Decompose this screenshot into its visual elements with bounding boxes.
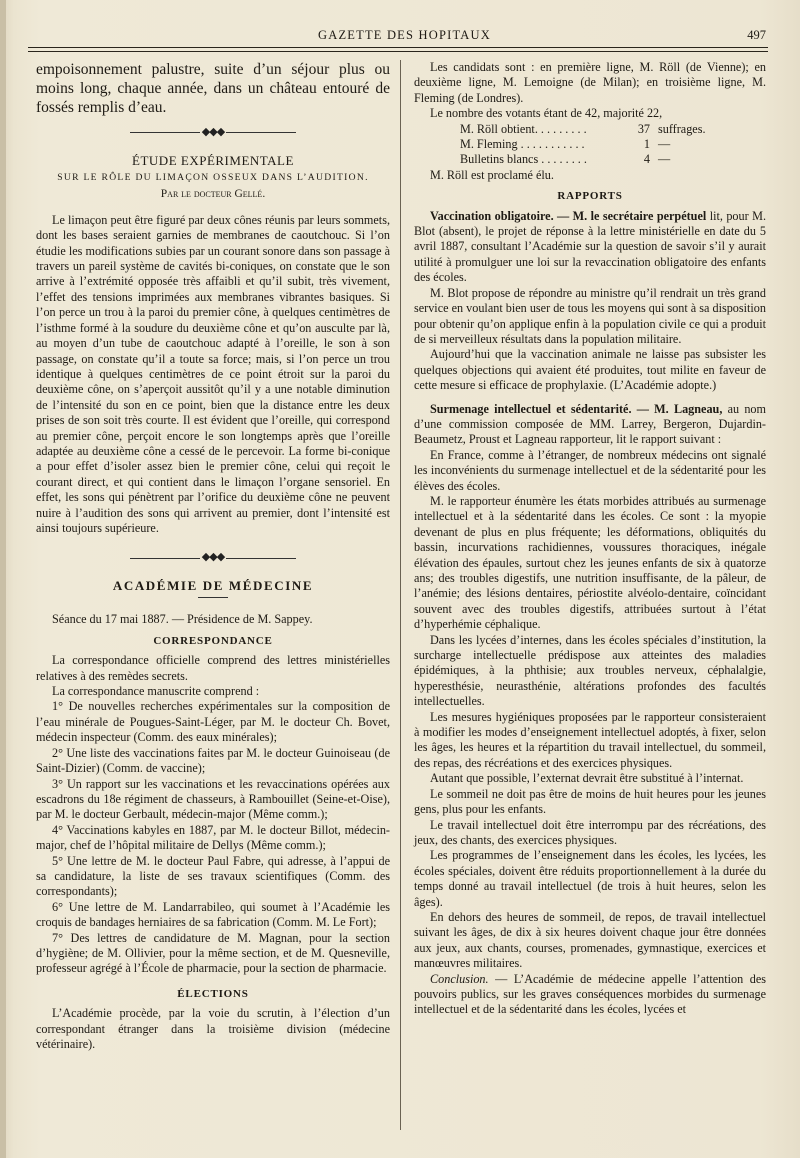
page-spine xyxy=(0,0,6,1158)
study-title: ÉTUDE EXPÉRIMENTALE xyxy=(132,152,294,168)
right-column xyxy=(414,60,766,1018)
surmenage-text: au nom d’une commission composée de MM. Larrey, Bergeron, Dujardin-Beaumetz, Proust et Lagneau rapporteur, lit le rapport suivant : xyxy=(414,401,767,447)
running-header xyxy=(0,28,800,48)
conclusion-label: Conclusion. xyxy=(430,971,489,986)
correspondance-item: 7° Des lettres de candidature de M. Magnan, pour la section d’hygiène; de M. Ollivier, pour la même section, et de M. Quesneville, professeur agrégé à l’École de pharmacie, pour la section de pharmacie. xyxy=(36,930,390,976)
correspondance-item: 1° De nouvelles recherches expérimentales sur la composition de l’eau minérale de Pougues-Saint-Léger, par M. le docteur Ch. Bovet, médecin inspecteur (Comm. des eaux minérales); xyxy=(36,699,390,745)
vaccination-heading: Vaccination obligatoire. — M. le secrétaire perpétuel xyxy=(430,208,707,223)
surmenage-paragraph xyxy=(414,402,766,448)
surmenage-paragraph: En dehors des heures de sommeil, de repos, de travail intellectuel suivant les âges, de dix à six heures doivent chaque jour être données aux jeux, aux chants, courses, promenades, gymnastique, exercices et manœuvres militaires. xyxy=(414,909,766,971)
vote-row xyxy=(414,137,766,152)
header-double-rule xyxy=(28,47,768,52)
vote-name: Bulletins blancs . . . . . . . . xyxy=(460,152,587,167)
vote-name: M. Röll obtient. . . . . . . . . xyxy=(460,121,587,136)
correspondance-item: 2° Une liste des vaccinations faites par M. le docteur Guinoiseau (de Saint-Dizier) (Comm. de vaccine); xyxy=(36,745,390,776)
journal-title: GAZETTE DES HOPITAUX xyxy=(318,28,491,42)
surmenage-paragraph: En France, comme à l’étranger, de nombreux médecins ont signalé les inconvénients du surmenage intellectuel et de la sédentarité pour les élèves des écoles. xyxy=(414,447,766,493)
surmenage-heading: Surmenage intellectuel et sédentarité. — M. Lagneau, xyxy=(430,401,723,416)
vote-suffix: suffrages. xyxy=(658,121,706,136)
correspondance-item: 4° Vaccinations kabyles en 1887, par M. le docteur Billot, médecin-major, chef de l’hôpital militaire de Dellys (Même comm.); xyxy=(36,822,390,853)
elected-line: M. Röll est proclamé élu. xyxy=(430,167,554,182)
study-paragraph: Le limaçon peut être figuré par deux cônes réunis par leurs sommets, dont les bases seraient garnies de membranes de caoutchouc. Si l’on étudie les modifications subies par un courant sonore dans son passage à travers un pareil système de cavités bi-coniques, on constate que le son arrive à l’extrémité opposée très affaibli et qu’il subit, très vivement, l’effet des tensions imprimées aux membranes vibrantes basiques. Si l’on perce un trou à la paroi du premier cône, à quelques centimètres de l’isthme formé à la soudure du deuxième cône et qu’on ausculte par là, au moyen d’un tube de caoutchouc adapté à l’oreille, le son à son passage, on constate qu’il a toute sa force; mais, si l’on perce un trou identique à quelques centimètres de ce point étroit sur la paroi du deuxième cône, on s’aperçoit aussitôt qu’il y a une notable diminution de l’intensité du son en ce point, bien que la distance entre les deux prises de son soit très courte. Il est évident que l’oreille, qui correspond au premier cône, perçoit encore le son longtemps après que l’oreille adaptée au deuxième cône a cessé de le percevoir. La forme bi-conique a pour effet d’isoler assez bien le premier cône, celui qui reçoit le courant direct, et qui contient dans le limaçon l’organe sensoriel. En effet, les sons qui pénètrent par l’orifice du deuxième cône ne peuvent nuire à l’audition des sons qui arrivent au premier, dont l’intensité est ainsi toujours supérieure. xyxy=(36,212,390,535)
vote-count: 4 xyxy=(643,152,650,167)
elections-heading: ÉLECTIONS xyxy=(177,987,249,1000)
correspondance-item: 6° Une lettre de M. Landarrabileo, qui soumet à l’Académie les croquis de bandages herniaires de sa fabrication (Comm. M. Le Fort); xyxy=(36,899,390,930)
vote-suffix: — xyxy=(658,137,671,152)
vote-count: 1 xyxy=(643,137,650,152)
session-line: Séance du 17 mai 1887. — Présidence de M. Sappey. xyxy=(52,612,313,627)
vote-row xyxy=(414,152,766,167)
correspondance-heading: CORRESPONDANCE xyxy=(153,634,273,647)
elections-paragraph: L’Académie procède, par la voie du scrutin, à l’élection d’un correspondant étranger dans la troisième division (médecine vétérinaire). xyxy=(36,1006,390,1051)
surmenage-paragraph: Le travail intellectuel doit être interrompu par des récréations, des jeux, des chants, des exercices physiques. xyxy=(414,817,766,847)
vote-suffix: — xyxy=(658,152,671,167)
vaccination-paragraph: Aujourd’hui que la vaccination animale ne laisse pas subsister les quelques objections qui avaient été produites, tout milite en faveur de cette mesure si efficace de prophylaxie. (L’Académie adopte.) xyxy=(414,347,766,393)
surmenage-paragraph: Dans les lycées d’internes, dans les écoles spéciales d’institution, la surcharge intellectuelle prédispose aux atteintes des maladies épidémiques, à la phthisie; aux troubles nerveux, céphalalgie, hyperesthésie, neurasthénie, altérations profondes des facultés intellectuelles. xyxy=(414,632,766,709)
correspondance-item: 5° Une lettre de M. le docteur Paul Fabre, qui adresse, à l’appui de sa candidature, la liste de ses travaux scientifiques (Comm. des correspondants); xyxy=(36,853,390,899)
vote-name: M. Fleming . . . . . . . . . . . xyxy=(460,137,585,152)
surmenage-paragraph: Le sommeil ne doit pas être de moins de huit heures pour les jeunes gens, plus pour les enfants. xyxy=(414,786,766,817)
correspondance-paragraph: La correspondance manuscrite comprend : xyxy=(52,684,260,699)
page-number: 497 xyxy=(747,28,766,42)
academy-title: ACADÉMIE DE MÉDECINE xyxy=(112,578,314,594)
column-divider xyxy=(400,60,401,1130)
reports-heading: RAPPORTS xyxy=(557,190,623,203)
surmenage-paragraph: M. le rapporteur énumère les états morbides attribués au surmenage intellectuel et à la sédentarité dans les écoles. Ce sont : la myopie devenant de plus en plus fréquente; les déformations, obliquités du bassin, incurvations rachidiennes, voussures thoraciques, inégale élévation des épaules, surtout chez les jeunes enfants de six à quatorze ans; des troubles digestifs, une nutrition insuffisante, de la pâleur, de l’anémie; des lésions dentaires, périostite alvéolo-dentaire, coïncidant souvent avec des troubles digestifs, attribuées surtout à l’état d’hyperhémie céphalique. xyxy=(414,493,766,632)
left-column xyxy=(36,60,390,1052)
correspondance-item: 3° Un rapport sur les vaccinations et les revaccinations opérées aux escadrons du 18e régiment de chasseurs, à Rambouillet (Seine-et-Oise), par M. le docteur Gerbault, médecin-major (Même comm.); xyxy=(36,776,390,822)
vaccination-paragraph: M. Blot propose de répondre au ministre qu’il rendrait un très grand service en voulant bien user de tous les moyens qui sont à sa disposition pour obtenir qu’on applique enfin à la population civile ce qui a produit de si merveilleux résultats dans la population militaire. xyxy=(414,285,766,346)
section-ornament: ◆◆◆ xyxy=(36,550,390,566)
surmenage-paragraph: Autant que possible, l’externat devrait être substitué à l’internat. xyxy=(430,771,744,786)
surmenage-paragraph: Les programmes de l’enseignement dans les écoles, les lycées, les écoles spéciales, doivent être réduits proportionnellement à la durée du temps donné au travail intellectuel (de trois à huit heures, selon les âges). xyxy=(414,848,766,909)
short-rule xyxy=(198,597,228,598)
candidates-paragraph: Les candidats sont : en première ligne, M. Röll (de Vienne); en deuxième ligne, M. Lemoigne (de Milan); en troisième ligne, M. Fleming (de Londres). xyxy=(414,60,766,105)
voters-line: Le nombre des votants étant de 42, majorité 22, xyxy=(430,106,663,121)
conclusion-text: — L’Académie de médecine appelle l’attention des pouvoirs publics, sur les graves conséquences morbides du surmenage intellectuel et de la sédentarité dans les écoles, lycées et xyxy=(414,971,766,1017)
section-ornament: ◆◆◆ xyxy=(36,125,390,141)
conclusion-paragraph xyxy=(414,972,766,1018)
study-subtitle: SUR LE RÔLE DU LIMAÇON OSSEUX DANS L’AUDITION. xyxy=(57,172,369,184)
correspondance-paragraph: La correspondance officielle comprend des lettres ministérielles relatives à des remèdes secrets. xyxy=(36,653,390,683)
study-author: Par le docteur Gellé. xyxy=(160,188,266,201)
vaccination-paragraph xyxy=(414,209,766,286)
vote-count: 37 xyxy=(637,121,650,136)
vaccination-text: lit, pour M. Blot (absent), le projet de réponse à la lettre ministérielle en date du 5 avril 1887, consultant l’Académie sur la question de savoir s’il y aurait utilité à promulguer une loi sur la revaccination obligatoire des enfants des écoles. xyxy=(414,208,766,285)
intro-paragraph: empoisonnement palustre, suite d’un séjour plus ou moins long, chaque année, dans un château entouré de fossés remplis d’eau. xyxy=(36,61,390,116)
vote-row xyxy=(414,122,766,137)
surmenage-paragraph: Les mesures hygiéniques proposées par le rapporteur consisteraient à modifier les modes d’enseignement intellectuel adoptés, à fixer, selon les âges, les heures et la répartition du travail intellectuel, du sommeil, des repas, des récréations et des exercices physiques. xyxy=(414,709,766,770)
